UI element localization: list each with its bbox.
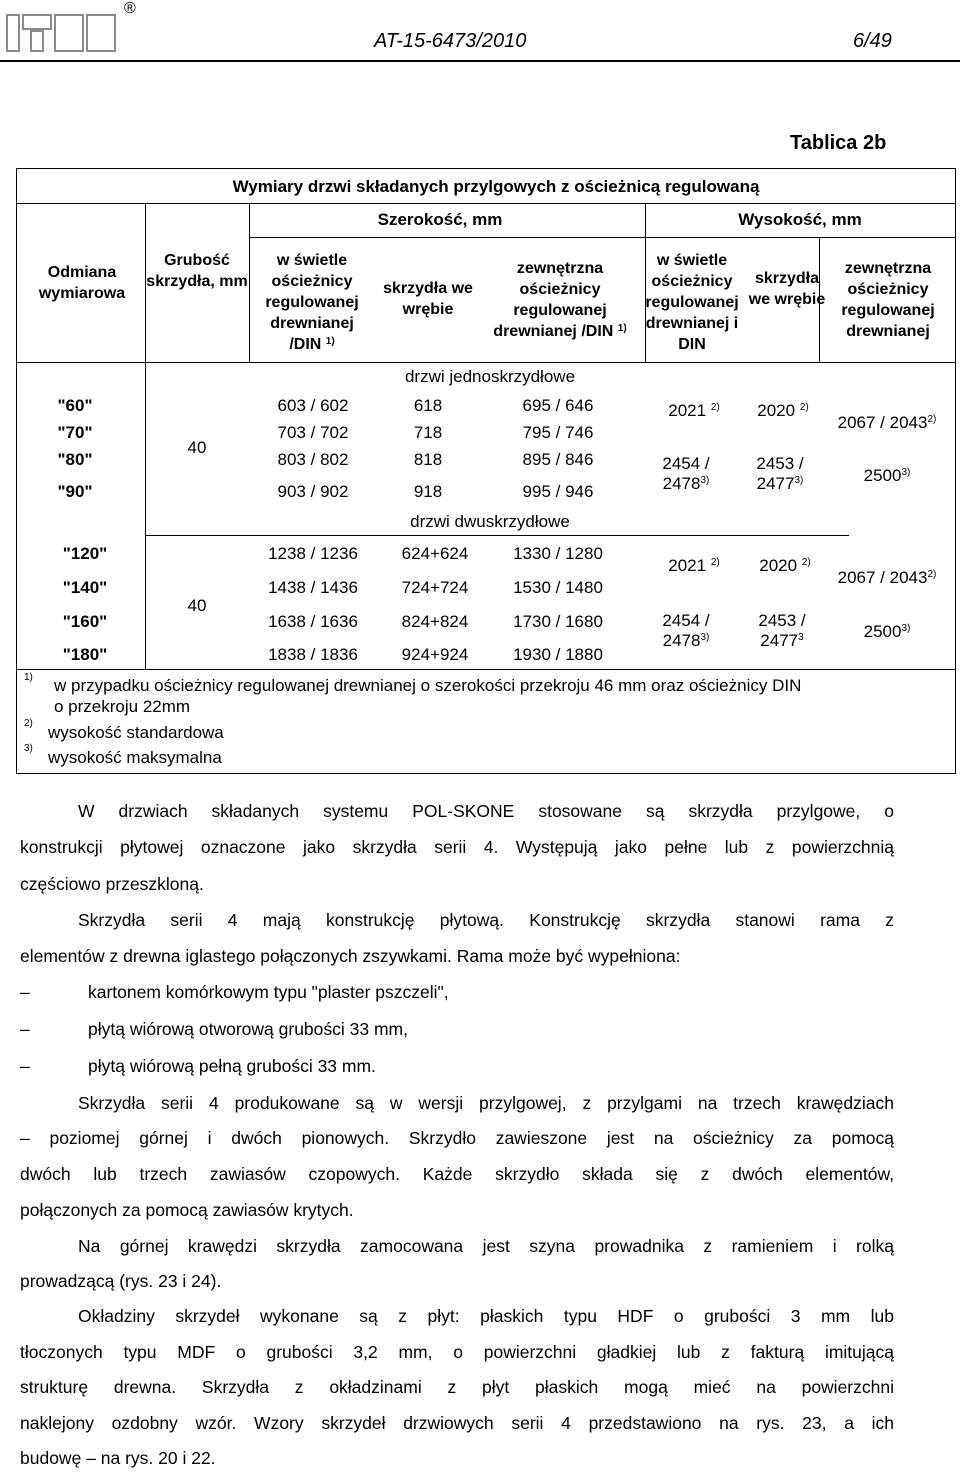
col-header-outer-width [486, 258, 634, 342]
footnote-ref: 2) [927, 569, 937, 580]
paragraph-line: częściowo przeszkloną. [20, 874, 204, 894]
leaf-width-cell: 818 [413, 450, 443, 469]
col-header-clear-width [258, 250, 366, 355]
itb-logo [6, 8, 118, 52]
footnote-mark: 3) [24, 743, 33, 754]
bullet-dash: – [20, 982, 30, 1002]
leaf-width-cell: 924+924 [401, 645, 469, 664]
footnote-ref: 2) [799, 402, 809, 413]
clear-width-cell: 703 / 702 [277, 423, 349, 442]
bullet-dash: – [20, 1056, 30, 1076]
leaf-height-std [738, 401, 828, 421]
variant-cell: "80" [57, 450, 93, 469]
variant-cell: "160" [62, 612, 108, 631]
table-label: Tablica 2b [790, 132, 887, 154]
footnote-text: wysokość standardowa [48, 723, 224, 742]
paragraph-line: strukturę drewna. Skrzydła z okładzinami z płyt płaskich mogą mieć na powierzchni [20, 1377, 894, 1397]
value: 2500 [863, 622, 902, 641]
table-rule [17, 669, 955, 670]
value: 2067 / 2043 [837, 568, 928, 587]
value: 2454 / 2478 [662, 454, 710, 493]
section-label-double: drzwi dwuskrzydłowe [410, 512, 570, 531]
leaf-width-cell: 918 [413, 482, 443, 501]
paragraph-line: Okładziny skrzydeł wykonane są z płyt: płaskich typu HDF o grubości 3 mm lub [78, 1306, 894, 1326]
clear-width-cell: 903 / 902 [277, 482, 349, 501]
paragraph-line: budowę – na rys. 20 i 22. [20, 1448, 216, 1468]
value: 2453 / 2477 [756, 454, 804, 493]
outer-width-cell: 1530 / 1480 [513, 578, 603, 597]
paragraph-line: konstrukcji płytowej oznaczone jako skrzydła serii 4. Występują jako pełne lub z powierzchnią [20, 837, 894, 857]
table-rule [17, 362, 955, 363]
clear-height-std [644, 556, 744, 576]
footnote-ref: 2) [710, 402, 720, 413]
table-rule [17, 203, 955, 204]
value: 2021 [668, 556, 707, 575]
col-header-outer-height: zewnętrzna ościeżnicy regulowanej drewnianej [841, 260, 935, 340]
clear-width-cell: 803 / 802 [277, 450, 349, 469]
value: 2500 [863, 466, 902, 485]
col-header-clear-height: w świetle ościeżnicy regulowanej drewnianej i DIN [645, 252, 739, 353]
variant-cell: "180" [62, 645, 108, 664]
thickness-double: 40 [187, 596, 207, 615]
leaf-width-cell: 618 [413, 396, 443, 415]
variant-cell: "140" [62, 578, 108, 597]
clear-width-cell: 603 / 602 [277, 396, 349, 415]
footnote-ref: 3) [794, 475, 804, 486]
value: 2021 [668, 401, 707, 420]
variant-cell: "60" [57, 396, 93, 415]
table-rule [249, 203, 250, 363]
bullet-dash: – [20, 1019, 30, 1039]
outer-height-max [820, 622, 954, 642]
outer-width-cell: 895 / 846 [522, 450, 594, 469]
leaf-height-max [740, 454, 820, 494]
value: 2020 [759, 556, 798, 575]
footnote-ref: 3) [700, 632, 710, 643]
footnote-mark: 1) [24, 672, 33, 683]
height-group-header: Wysokość, mm [738, 210, 862, 229]
col-header-leaf-rebate-height: skrzydła we wrębie [748, 270, 826, 308]
paragraph-line: Skrzydła serii 4 mają konstrukcję płytową. Konstrukcję skrzydła stanowi rama z [78, 910, 894, 930]
outer-width-cell: 1330 / 1280 [513, 544, 603, 563]
footnote-ref: 2) [710, 557, 720, 568]
outer-height-max [820, 466, 954, 486]
outer-width-cell: 695 / 646 [522, 396, 594, 415]
col-header-thickness: Grubość skrzydła, mm [146, 252, 248, 290]
clear-width-cell: 1238 / 1236 [268, 544, 358, 563]
registered-mark: ® [124, 0, 136, 17]
paragraph-line: Na górnej krawędzi skrzydła zamocowana jest szyna prowadnika z ramieniem i rolką [78, 1236, 894, 1256]
table-title: Wymiary drzwi składanych przylgowych z ościeżnicą regulowaną [232, 177, 760, 196]
footnote-text: wysokość maksymalna [48, 748, 222, 767]
clear-height-max [644, 611, 728, 651]
outer-height-std [820, 413, 954, 433]
footnote-ref: 1) [617, 323, 627, 334]
clear-height-max [644, 454, 728, 494]
paragraph-line: Skrzydła serii 4 produkowane są w wersji przylgowej, z przylgami na trzech krawędziach [78, 1093, 894, 1113]
table-rule [145, 535, 849, 536]
footnote-text: o przekroju 22mm [54, 697, 191, 716]
footnote-mark: 2) [24, 718, 33, 729]
value: 2453 / 2477 [758, 611, 806, 650]
col-header-outer-width-text: zewnętrzna ościeżnicy regulowanej drewnianej /DIN [493, 260, 614, 340]
paragraph-line: prowadzącą (rys. 23 i 24). [20, 1271, 222, 1291]
outer-height-std [820, 568, 954, 588]
variant-cell: "120" [62, 544, 108, 563]
footnote-ref: 2) [927, 414, 937, 425]
paragraph-line: naklejony ozdobny wzór. Wzory skrzydeł drzwiowych serii 4 przedstawiono na rys. 23, a ich [20, 1413, 894, 1433]
paragraph-line: elementów z drewna iglastego połączonych zszywkami. Rama może być wypełniona: [20, 946, 681, 966]
clear-width-cell: 1438 / 1436 [268, 578, 358, 597]
variant-cell: "70" [57, 423, 93, 442]
variant-cell: "90" [57, 482, 93, 501]
outer-width-cell: 795 / 746 [522, 423, 594, 442]
thickness-single: 40 [187, 438, 207, 457]
outer-width-cell: 1730 / 1680 [513, 612, 603, 631]
col-header-leaf-rebate-width: skrzydła we wrębie [383, 280, 473, 318]
col-header-clear-width-text: w świetle ościeżnicy regulowanej drewnianej /DIN [265, 252, 359, 353]
outer-width-cell: 1930 / 1880 [513, 645, 603, 664]
section-label-single: drzwi jednoskrzydłowe [404, 367, 576, 386]
header-divider [0, 60, 960, 62]
leaf-width-cell: 724+724 [401, 578, 469, 597]
footnote-ref: 3) [901, 467, 911, 478]
value: 2454 / 2478 [662, 611, 710, 650]
clear-width-cell: 1838 / 1836 [268, 645, 358, 664]
leaf-height-max [742, 611, 822, 651]
clear-height-std [644, 401, 744, 421]
leaf-width-cell: 718 [413, 423, 443, 442]
col-header-variant: Odmiana wymiarowa [38, 264, 126, 302]
table-rule [249, 237, 955, 238]
footnote-ref: 1) [325, 336, 335, 347]
footnote-text: w przypadku ościeżnicy regulowanej drewnianej o szerokości przekroju 46 mm oraz ościeżnicy DIN [54, 676, 802, 695]
paragraph-line: W drzwiach składanych systemu POL-SKONE stosowane są skrzydła przylgowe, o [78, 801, 894, 821]
paragraph-line: tłoczonych typu MDF o grubości 3,2 mm, o powierzchni gładkiej lub z fakturą imitującą [20, 1342, 894, 1362]
page-number: 6/49 [853, 30, 892, 52]
outer-width-cell: 995 / 946 [522, 482, 594, 501]
footnote-ref: 3) [700, 475, 710, 486]
paragraph-line: połączonych za pomocą zawiasów krytych. [20, 1200, 354, 1220]
list-item: płytą wiórową otworową grubości 33 mm, [88, 1019, 408, 1039]
leaf-width-cell: 624+624 [401, 544, 469, 563]
value: 2020 [757, 401, 796, 420]
footnote-ref: 2) [801, 557, 811, 568]
paragraph-line: – poziomej górnej i dwóch pionowych. Skrzydło zawieszone jest na ościeżnicy za pomocą [20, 1128, 894, 1148]
footnote-ref: 3 [798, 632, 804, 643]
leaf-width-cell: 824+824 [401, 612, 469, 631]
document-number: AT-15-6473/2010 [374, 30, 527, 52]
list-item: płytą wiórową pełną grubości 33 mm. [88, 1056, 376, 1076]
clear-width-cell: 1638 / 1636 [268, 612, 358, 631]
width-group-header: Szerokość, mm [377, 210, 503, 229]
paragraph-line: dwóch lub trzech zawiasów czopowych. Każde skrzydło składa się z dwóch elementów, [20, 1164, 894, 1184]
value: 2067 / 2043 [837, 413, 928, 432]
leaf-height-std [740, 556, 830, 576]
footnote-ref: 3) [901, 623, 911, 634]
list-item: kartonem komórkowym typu "plaster pszczeli", [88, 982, 449, 1002]
